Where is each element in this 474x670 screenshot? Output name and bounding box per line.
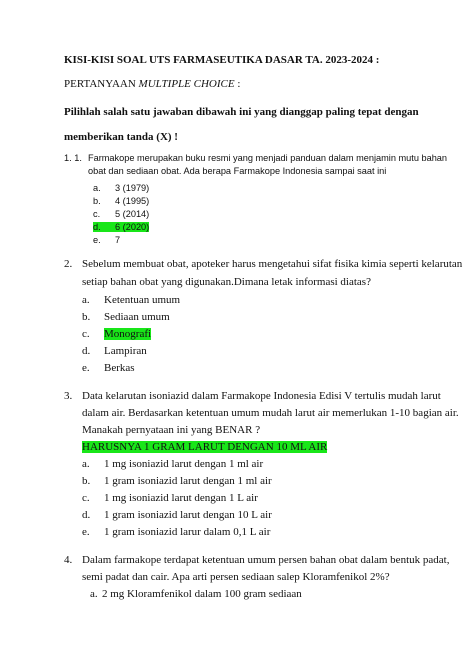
document-title: KISI-KISI SOAL UTS FARMASEUTIKA DASAR TA. 2023-2024 : [64, 54, 380, 66]
q2-option-b[interactable] [82, 311, 170, 323]
q3-option-a-text: 1 mg isoniazid larut dengan 1 ml air [104, 458, 264, 470]
q1-option-a-letter: a. [93, 183, 101, 193]
q2-option-d[interactable] [82, 345, 147, 357]
q3-line-3: Manakah pernyataan ini yang BENAR ? [82, 424, 261, 436]
q2-option-c-letter: c. [82, 328, 90, 340]
q2-option-e[interactable] [82, 362, 135, 374]
q3-option-a-letter: a. [82, 458, 90, 470]
section-heading [64, 78, 240, 90]
q1-option-c[interactable] [93, 209, 149, 219]
q1-option-b-text: 4 (1995) [115, 196, 150, 206]
q3-option-c-letter: c. [82, 492, 90, 504]
q3-option-d-letter: d. [82, 509, 91, 521]
q3-option-b-text: 1 gram isoniazid larut dengan 1 ml air [104, 475, 272, 487]
q1-option-c-letter: c. [93, 209, 101, 219]
q1-option-e-letter: e. [93, 235, 101, 245]
q4-option-a[interactable] [90, 588, 302, 600]
q2-number: 2. [64, 258, 73, 270]
section-prefix: PERTANYAAN [64, 78, 139, 90]
q4-number: 4. [64, 554, 73, 566]
q3-answer-note-highlighted: HARUSNYA 1 GRAM LARUT DENGAN 10 ML AIR [82, 441, 328, 453]
q3-answer-note [82, 441, 327, 453]
q3-option-d[interactable] [82, 509, 272, 521]
q4-line-2: semi padat dan cair. Apa arti persen sediaan salep Kloramfenikol 2%? [82, 571, 390, 583]
instruction-line-2: memberikan tanda (X) ! [64, 131, 178, 143]
q4-option-a-letter: a. [90, 588, 98, 600]
q1-number-a: 1. [64, 153, 72, 163]
q3-line-1: Data kelarutan isoniazid dalam Farmakope Indonesia Edisi V tertulis mudah larut [82, 390, 441, 402]
q2-option-b-text: Sediaan umum [104, 311, 170, 323]
q2-option-b-letter: b. [82, 311, 91, 323]
q2-option-a[interactable] [82, 294, 180, 306]
q1-option-b[interactable] [93, 196, 149, 206]
q2-option-a-text: Ketentuan umum [104, 294, 181, 306]
section-italic: MULTIPLE CHOICE [138, 78, 235, 90]
q1-line-1: Farmakope merupakan buku resmi yang menjadi panduan dalam menjamin mutu bahan [88, 153, 448, 163]
q3-option-b[interactable] [82, 475, 272, 487]
q1-option-c-text: 5 (2014) [115, 209, 150, 219]
section-suffix: : [234, 78, 241, 90]
q1-option-d[interactable] [93, 222, 149, 232]
q3-option-d-text: 1 gram isoniazid larut dengan 10 L air [104, 509, 272, 521]
q3-option-c-text: 1 mg isoniazid larut dengan 1 L air [104, 492, 258, 504]
q1-option-e[interactable] [93, 235, 120, 245]
q4-line-1: Dalam farmakope terdapat ketentuan umum persen bahan obat dalam bentuk padat, [82, 554, 450, 566]
q3-line-2: dalam air. Berdasarkan ketentuan umum mudah larut air memerlukan 1-10 bagian air. [82, 407, 459, 419]
q1-number [64, 153, 82, 163]
q2-option-c[interactable] [82, 328, 151, 340]
q3-number: 3. [64, 390, 73, 402]
q1-option-d-letter: d. [93, 222, 115, 232]
q1-option-e-text: 7 [115, 235, 121, 245]
q1-number-b: 1. [74, 153, 82, 163]
q1-line-2: obat dan sediaan obat. Ada berapa Farmakope Indonesia sampai saat ini [88, 166, 387, 176]
q2-option-e-text: Berkas [104, 362, 135, 374]
q4-option-a-text: 2 mg Kloramfenikol dalam 100 gram sediaan [102, 588, 302, 600]
q2-option-e-letter: e. [82, 362, 90, 374]
instruction-line-1: Pilihlah salah satu jawaban dibawah ini yang dianggap paling tepat dengan [64, 106, 419, 118]
q2-line-1: Sebelum membuat obat, apoteker harus mengetahui sifat fisika kimia seperti kelarutan [82, 258, 463, 270]
q2-line-2: setiap bahan obat yang digunakan.Dimana letak informasi diatas? [82, 276, 371, 288]
q3-option-c[interactable] [82, 492, 258, 504]
q1-option-a[interactable] [93, 183, 149, 193]
q3-option-b-letter: b. [82, 475, 91, 487]
q3-option-e[interactable] [82, 526, 270, 538]
q3-option-a[interactable] [82, 458, 263, 470]
q3-option-e-text: 1 gram isoniazid larur dalam 0,1 L air [104, 526, 271, 538]
q2-option-d-text: Lampiran [104, 345, 147, 357]
q2-option-a-letter: a. [82, 294, 90, 306]
q1-option-b-letter: b. [93, 196, 101, 206]
q2-option-c-text-highlighted: Monografi [104, 328, 152, 340]
q1-option-d-text-highlighted: 6 (2020) [115, 222, 150, 232]
q2-option-d-letter: d. [82, 345, 91, 357]
q1-option-a-text: 3 (1979) [115, 183, 150, 193]
q3-option-e-letter: e. [82, 526, 90, 538]
